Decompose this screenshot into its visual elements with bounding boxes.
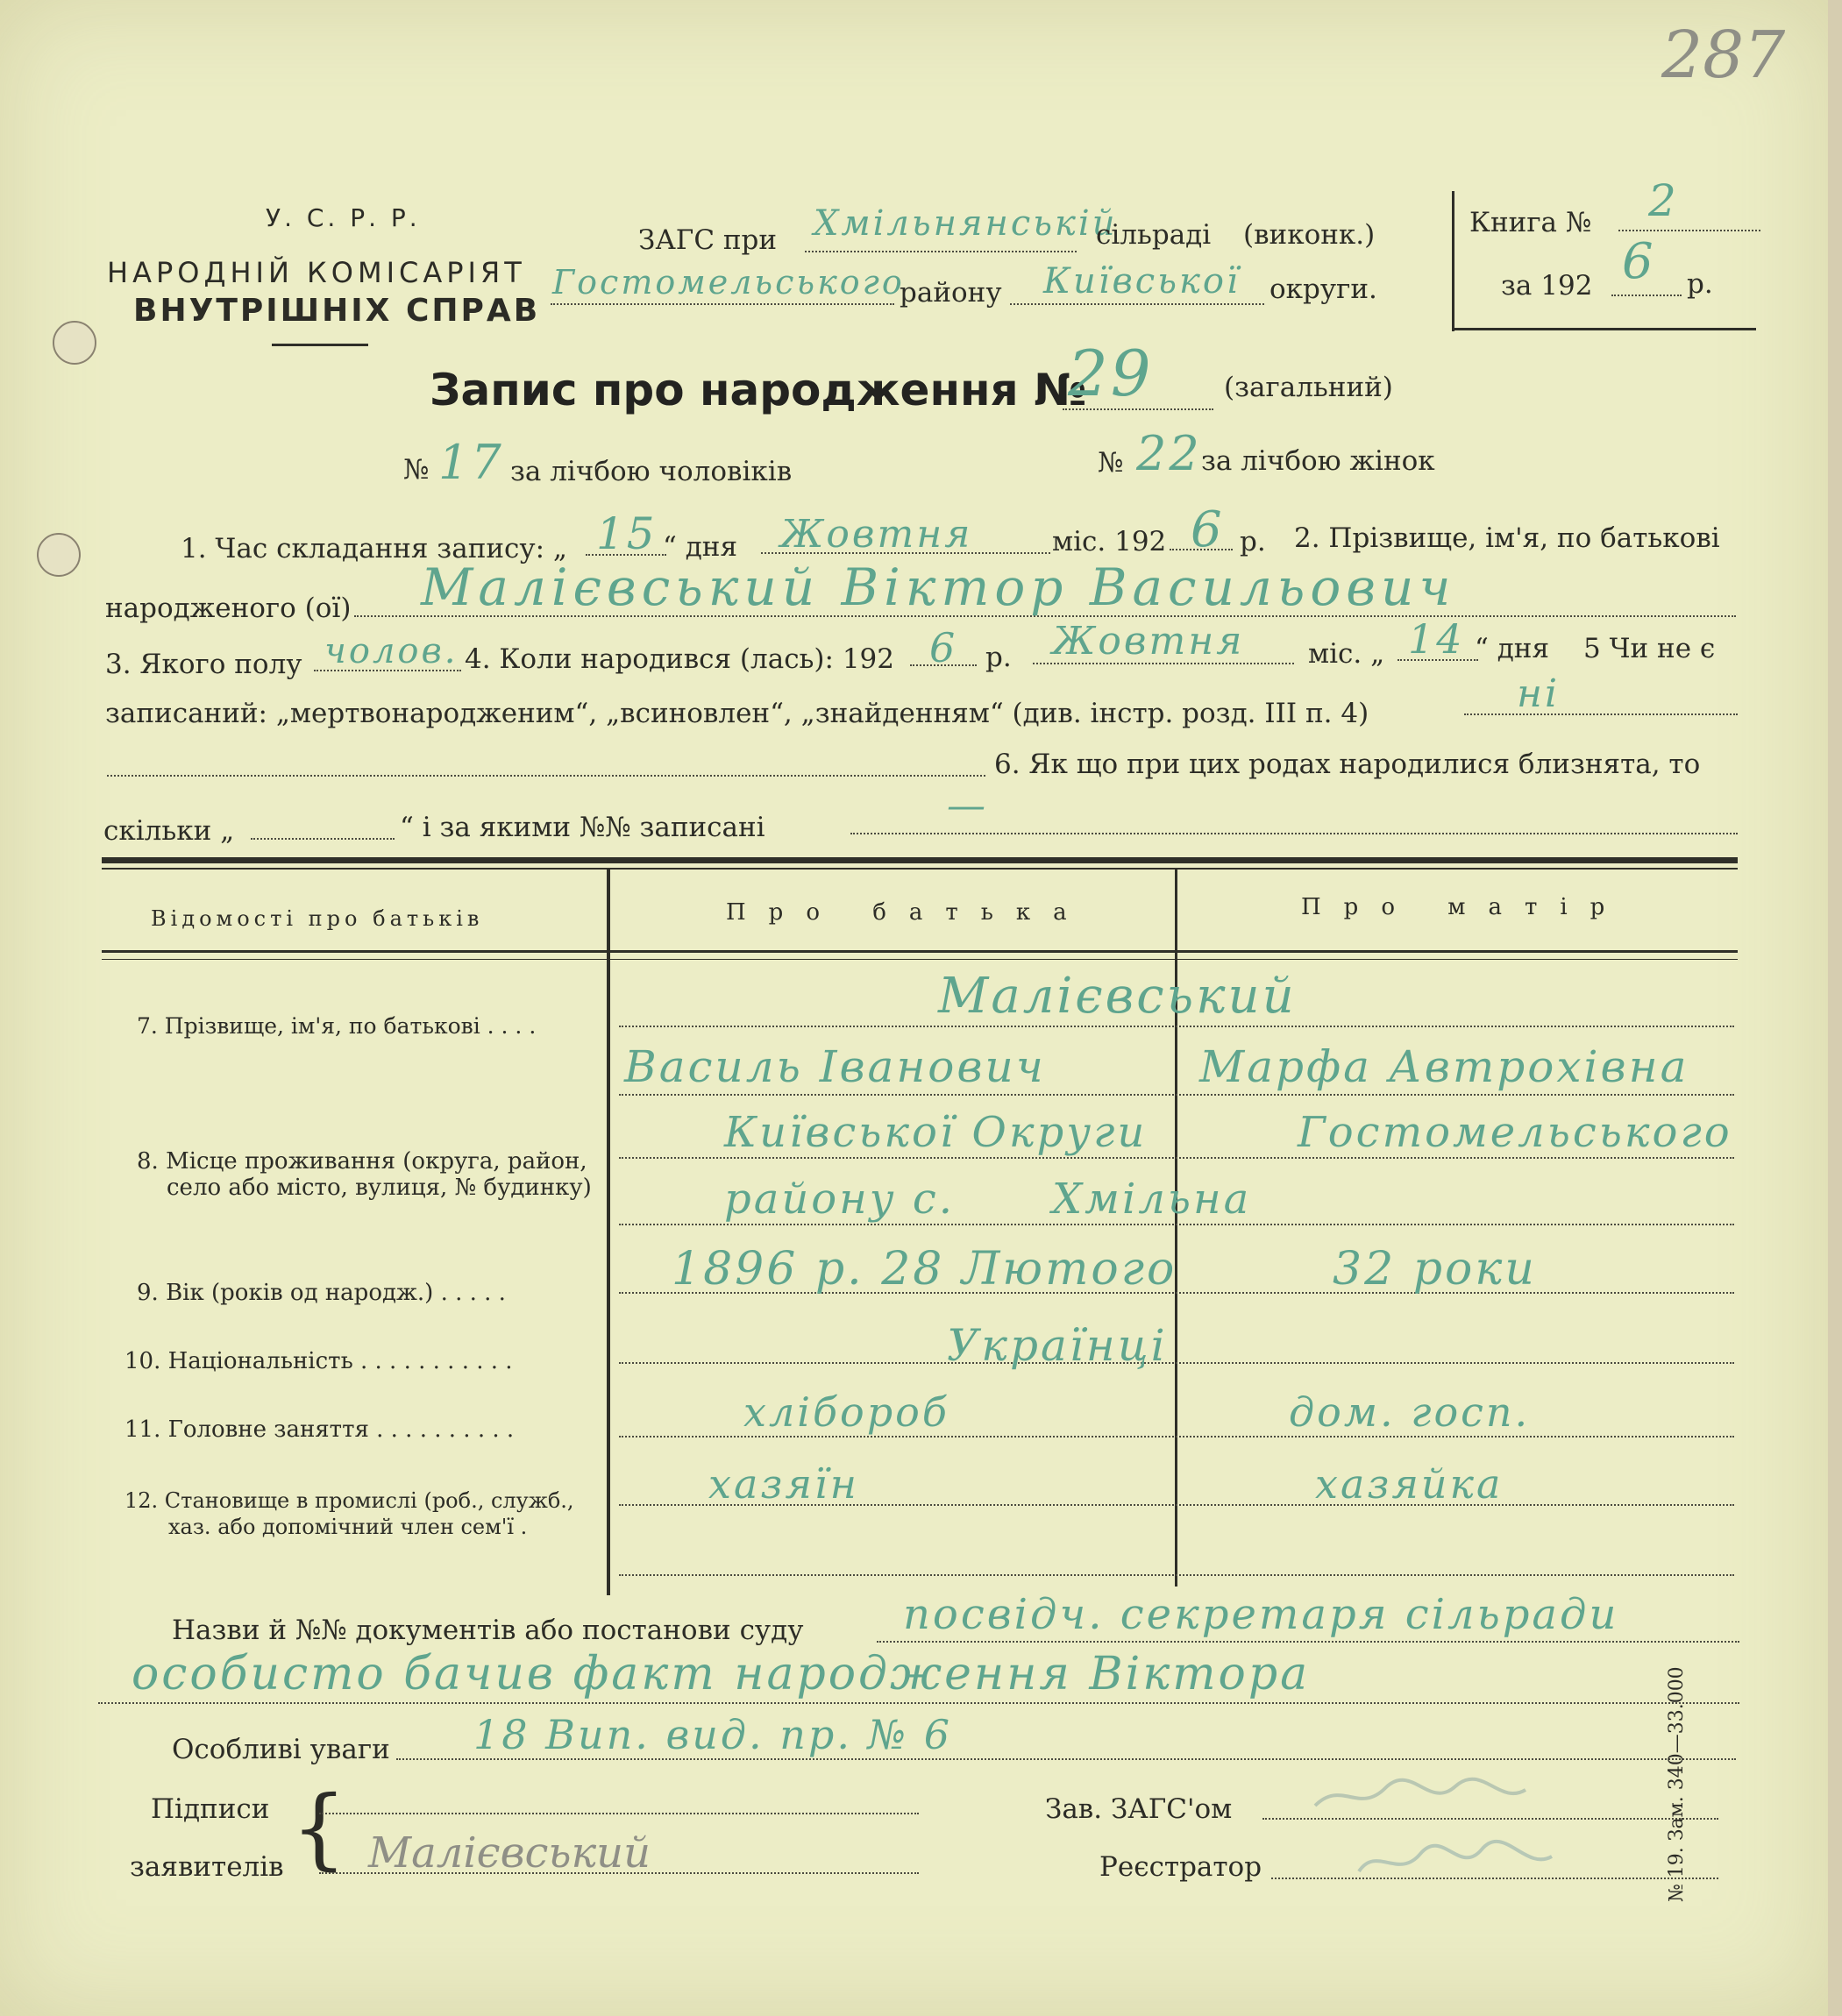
field4-label: 4. Коли народився (лась): 192 [465,643,894,675]
men-no-label: № [403,454,430,486]
row9-mother: 32 роки [1333,1243,1537,1295]
head-signature [1306,1771,1534,1823]
book-year-suffix: р. [1687,268,1713,300]
row12-label-line2: хаз. або допомічний член сем'ї . [168,1515,528,1539]
men-no-value: 17 [438,435,504,490]
registrar-label: Реєстратор [1099,1851,1262,1883]
row-line [619,1362,1734,1364]
table-col-divider-1 [607,868,610,1595]
row-line [619,1026,1734,1027]
documents-line2 [98,1702,1739,1704]
row8-father: Київської Округи [724,1108,1148,1157]
field5-value: ні [1517,671,1561,716]
row-line [619,1574,1734,1576]
table-top-rule-thin [102,868,1738,870]
record-general: (загальний) [1224,372,1393,403]
row-line [619,1157,1734,1159]
row12-label-line1: 12. Становище в промислі (роб., служб., [124,1488,574,1513]
record-title: Запис про народження № [430,365,1087,415]
field4-month-suffix: міс. „ [1308,638,1385,670]
field4-day-line [1398,659,1478,661]
row7-mother: Марфа Автрохівна [1199,1041,1689,1092]
field1-day-suffix: “ дня [663,531,738,563]
field5-label-cont: записаний: „мертвонародженим“, „всиновлен“, „знайденням“ (див. інстр. розд. III п. 4) [105,698,1369,729]
vykonk-label: (виконк.) [1243,219,1376,251]
row8-mother: Гостомельського [1298,1108,1732,1157]
applicant-signature-line1 [319,1813,919,1814]
field1-year-line [1170,549,1233,550]
applicants-label-line2: заявителів [130,1851,284,1883]
book-label: Книга № [1469,207,1592,238]
notes-line [396,1758,1736,1760]
zags-village-value: Хмільнянській [814,203,1118,244]
field1-day-line [586,554,666,556]
row10-label: 10. Національність . . . . . . . . . . . [124,1348,513,1374]
book-box-left [1452,191,1454,331]
row12-father: хазяїн [708,1460,859,1508]
field5-label: 5 Чи не є [1583,633,1716,664]
field6-label: 6. Як що при цих родах народилися близнята, то [994,749,1701,780]
registrar-signature [1350,1832,1561,1885]
row8-mother-2: Хмільна [1052,1175,1252,1224]
country-label: У. С. Р. Р. [266,203,421,232]
district-value: Гостомельського [552,263,905,302]
notes-value: 18 Вип. вид. пр. № 6 [473,1711,952,1758]
field6-count-label: скільки „ [103,815,235,847]
women-label: за лічбою жінок [1201,445,1435,477]
applicants-label-line1: Підписи [151,1793,270,1825]
table-header-mother: Про матір [1301,894,1628,920]
field4-year: 6 [929,624,958,671]
field1-label: 1. Час складання запису: „ [181,533,567,564]
okrug-value: Київської [1043,261,1241,302]
row-line [619,1224,1734,1225]
men-label: за лічбою чоловіків [510,456,793,487]
row11-mother: дом. госп. [1289,1388,1531,1436]
row8-label-line1: 8. Місце проживання (округа, район, [137,1148,587,1175]
field6-value: — [947,784,988,828]
okrugy-label: округи. [1269,273,1377,305]
commissariat-line2: ВНУТРІШНІХ СПРАВ [133,293,541,329]
page-number: 287 [1661,18,1786,93]
header-underline [272,344,368,346]
book-box-bottom [1452,328,1756,330]
row7-common: Малієвський [938,968,1297,1025]
field1-month-suffix: міс. 192 [1052,526,1167,557]
documents-line1 [877,1641,1739,1643]
field4-year-suffix: р. [985,642,1012,673]
women-no-value: 22 [1136,426,1202,481]
row9-label: 9. Вік (років од народж.) . . . . . [137,1280,506,1306]
zags-prefix: ЗАГС при [638,224,778,256]
field2-label: 2. Прізвище, ім'я, по батькові [1294,522,1720,554]
table-header-rule [102,950,1738,953]
field1-day: 15 [596,508,658,559]
field2-label-cont: народженого (ої) [105,593,352,624]
punch-hole [53,321,96,365]
row9-father: 1896 р. 28 Лютого [672,1243,1177,1295]
row-line [619,1094,1734,1096]
row8-label-line2: село або місто, вулиця, № будинку) [167,1175,592,1201]
row11-father: хлібороб [743,1388,949,1436]
field4-month: Жовтня [1052,619,1245,664]
field6-blank-line [107,775,985,777]
applicant-signature: Малієвський [368,1828,651,1878]
table-header-rule-thin [102,959,1738,960]
field6-count-mid: “ і за якими №№ записані [400,812,765,843]
notes-label: Особливі уваги [172,1734,390,1765]
punch-hole [37,533,81,577]
field1-month: Жовтня [780,512,973,557]
record-number: 29 [1068,337,1154,410]
silradi-label: сільраді [1096,219,1212,251]
applicants-brace: { [291,1777,347,1879]
field1-year: 6 [1191,501,1225,558]
field4-day: 14 [1408,615,1465,663]
field2-value: Малієвський Віктор Васильович [421,557,1456,617]
rayonu-label: району [900,277,1002,309]
okrug-line [1010,303,1264,305]
district-line [551,303,894,305]
row11-label: 11. Головне заняття . . . . . . . . . . [124,1416,515,1443]
book-year-line [1611,295,1682,296]
table-top-rule [102,857,1738,863]
table-header-parents: Відомості про батьків [151,906,484,931]
book-year-digit: 6 [1622,233,1656,290]
book-year-prefix: за 192 [1501,270,1593,302]
documents-label: Назви й №№ документів або постанови суду [172,1615,804,1646]
field6-count-line [251,838,395,840]
field3-label: 3. Якого полу [105,649,302,680]
table-header-father: Про батька [726,899,1090,926]
documents-value-line1: посвідч. секретаря сільради [903,1590,1619,1639]
row-line [619,1436,1734,1437]
field3-value: чолов. [324,631,459,671]
book-number-line [1618,230,1760,231]
row8-father-2: району с. [724,1175,956,1224]
field4-day-suffix: “ дня [1475,633,1550,664]
documents-value-line2: особисто бачив факт народження Віктора [132,1648,1311,1700]
row10-common: Українці [947,1320,1168,1371]
zags-village-line [805,251,1077,252]
row12-mother: хазяйка [1315,1460,1504,1508]
side-print: № 19. Зам. 340—33.000 [1666,1666,1688,1902]
head-label: Зав. ЗАГС'ом [1045,1793,1233,1825]
field5-line [1464,713,1738,715]
field1-year-suffix: р. [1240,526,1266,557]
row7-label: 7. Прізвище, ім'я, по батькові . . . . [137,1013,537,1039]
women-no-label: № [1098,447,1124,479]
commissariat-line1: НАРОДНІЙ КОМІСАРІЯТ [107,256,526,289]
row7-father: Василь Іванович [624,1041,1046,1092]
field6-records-line [850,833,1738,834]
book-number: 2 [1648,175,1679,226]
